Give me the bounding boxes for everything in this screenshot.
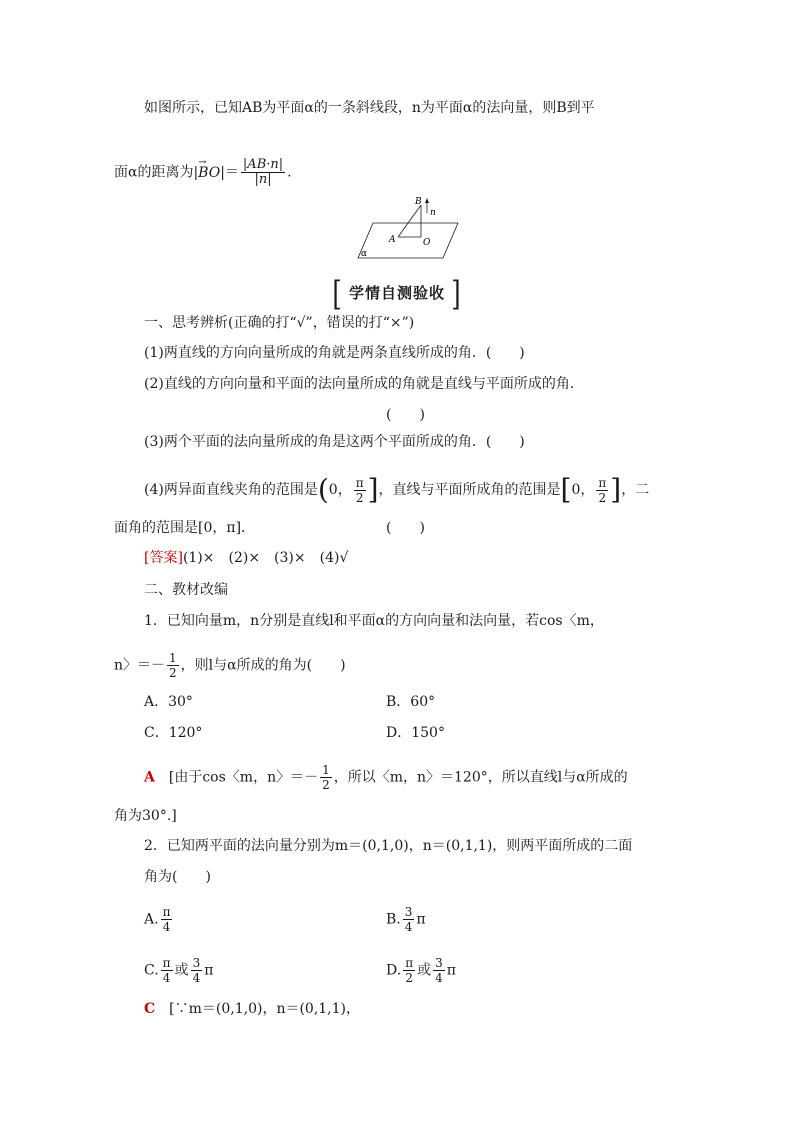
pi-over-four-fraction-2: $\frac{\pi}{4}$: [162, 956, 171, 985]
pi-over-four-fraction: $\frac{\pi}{4}$: [162, 905, 171, 934]
distance-fraction: [241, 158, 285, 187]
plane-figure: [353, 193, 463, 263]
plane-alpha-shape: [358, 223, 458, 258]
three-quarters-fraction: $\frac{3}{4}$: [404, 905, 413, 934]
one-half-fraction-2: $\frac{1}{2}$: [322, 763, 330, 792]
q2-option-a: A. $\frac{\pi}{4}$: [144, 905, 171, 934]
section-title: [0, 274, 794, 314]
label-a: A: [389, 235, 396, 245]
part2-q2-solution: [144, 999, 360, 1019]
q1-solution-text-a: [由于cos〈m，n〉＝－: [168, 769, 319, 786]
part2-q1-text-a: n〉＝－: [114, 657, 166, 674]
part1-q4-text-c: ，二: [621, 482, 650, 498]
normal-arrow-icon: [425, 198, 429, 203]
q2-option-b: B. $\frac{3}{4}$ π: [386, 905, 426, 934]
answer-label: [答案]: [144, 550, 183, 566]
part2-heading: 二、教材改编: [144, 582, 228, 598]
part2-q1-solution-line2: 角为30°.]: [114, 808, 177, 824]
q2-solution-text: [∵m＝(0,1,0)，n＝(0,1,1)，: [169, 1001, 361, 1017]
segment-ab: [398, 205, 421, 237]
distance-fraction-numerator: |AB·n|: [242, 157, 284, 172]
q1-solution-text-b: ，所以〈m，n〉＝120°，所以直线l与α所成的: [333, 769, 628, 786]
interval-open-paren: (: [317, 473, 329, 506]
part1-q2-paren: ( ): [386, 407, 425, 423]
q1-option-c: C．120°: [144, 725, 203, 741]
left-bracket-icon: [: [332, 274, 343, 314]
part2-q2-line1: 2．已知两平面的法向量分别为m＝(0,1,0)，n＝(0,1,1)，则两平面所成的二面: [144, 838, 633, 854]
part1-answer: [144, 548, 348, 568]
label-b: B: [415, 197, 422, 207]
pi-over-two-fraction-2: $\frac{\pi}{2}$: [598, 475, 607, 505]
part2-q2-line2: 角为( ): [144, 869, 211, 885]
q2-answer-letter: C: [144, 1001, 156, 1017]
part1-q4-text-a: (4)两异面直线夹角的范围是: [144, 482, 318, 498]
part1-q1: (1)两直线的方向向量所成的角就是两条直线所成的角．( ): [144, 345, 525, 361]
label-n: n: [430, 208, 436, 218]
part1-q4-line1: [144, 475, 649, 505]
intro-line-2-prefix: 面α的距离为|: [114, 164, 199, 181]
q1-answer-letter: A: [144, 769, 155, 786]
interval-1-start: 0，: [328, 482, 352, 498]
part1-q4-paren: ( ): [386, 520, 425, 536]
vector-bo: → BO: [198, 163, 220, 183]
intro-line-2: [114, 158, 292, 187]
interval-close-bracket-2: ]: [610, 473, 622, 506]
q2-option-d: D. $\frac{\pi}{2}$ 或 $\frac{3}{4}$ π: [386, 956, 456, 985]
pi-over-two-fraction-3: $\frac{\pi}{2}$: [405, 956, 414, 985]
part1-q2: (2)直线的方向向量和平面的法向量所成的角就是直线与平面所成的角．: [144, 376, 584, 392]
label-o: O: [423, 238, 431, 248]
part1-q4-line2: 面角的范围是[0，π]．: [114, 520, 256, 536]
q1-option-b: B．60°: [386, 694, 436, 710]
intro-line-1: 如图所示，已知AB为平面α的一条斜线段，n为平面α的法向量，则B到平: [144, 100, 595, 116]
q2-option-c: C. $\frac{\pi}{4}$ 或 $\frac{3}{4}$ π: [144, 956, 214, 985]
interval-2-start: 0，: [571, 482, 595, 498]
part2-q1-line1: 1．已知向量m，n分别是直线l和平面α的方向向量和法向量，若cos〈m，: [144, 613, 604, 629]
part1-q4-text-b: ，直线与平面所成角的范围是: [378, 482, 561, 498]
section-title-text: 学情自测验收: [348, 284, 445, 302]
part2-q1-line2: [114, 651, 346, 680]
part1-heading: 一、思考辨析(正确的打“√”，错误的打“×”): [144, 315, 415, 331]
distance-fraction-denominator: |n|: [254, 172, 272, 187]
intro-line-2-eq: |＝: [220, 164, 239, 181]
one-half-fraction: $\frac{1}{2}$: [169, 651, 177, 680]
answer-text: (1)× (2)× (3)× (4)√: [182, 550, 349, 566]
part2-q1-text-b: ，则l与α所成的角为( ): [180, 657, 346, 674]
three-quarters-fraction-2: $\frac{3}{4}$: [192, 956, 201, 985]
part2-q1-solution: [144, 763, 628, 792]
q1-option-d: D．150°: [386, 725, 445, 741]
part1-q3: (3)两个平面的法向量所成的角是这两个平面所成的角．( ): [144, 434, 525, 450]
interval-open-bracket: [: [560, 473, 572, 506]
pi-over-two-fraction-1: $\frac{\pi}{2}$: [355, 475, 364, 505]
right-bracket-icon: ]: [451, 274, 462, 314]
q1-option-a: A．30°: [144, 694, 193, 710]
three-quarters-fraction-3: $\frac{3}{4}$: [435, 956, 443, 985]
intro-line-2-end: .: [287, 164, 292, 181]
vector-arrow-icon: →: [198, 156, 207, 168]
interval-close-bracket: ]: [367, 473, 379, 506]
label-alpha: α: [361, 249, 368, 259]
